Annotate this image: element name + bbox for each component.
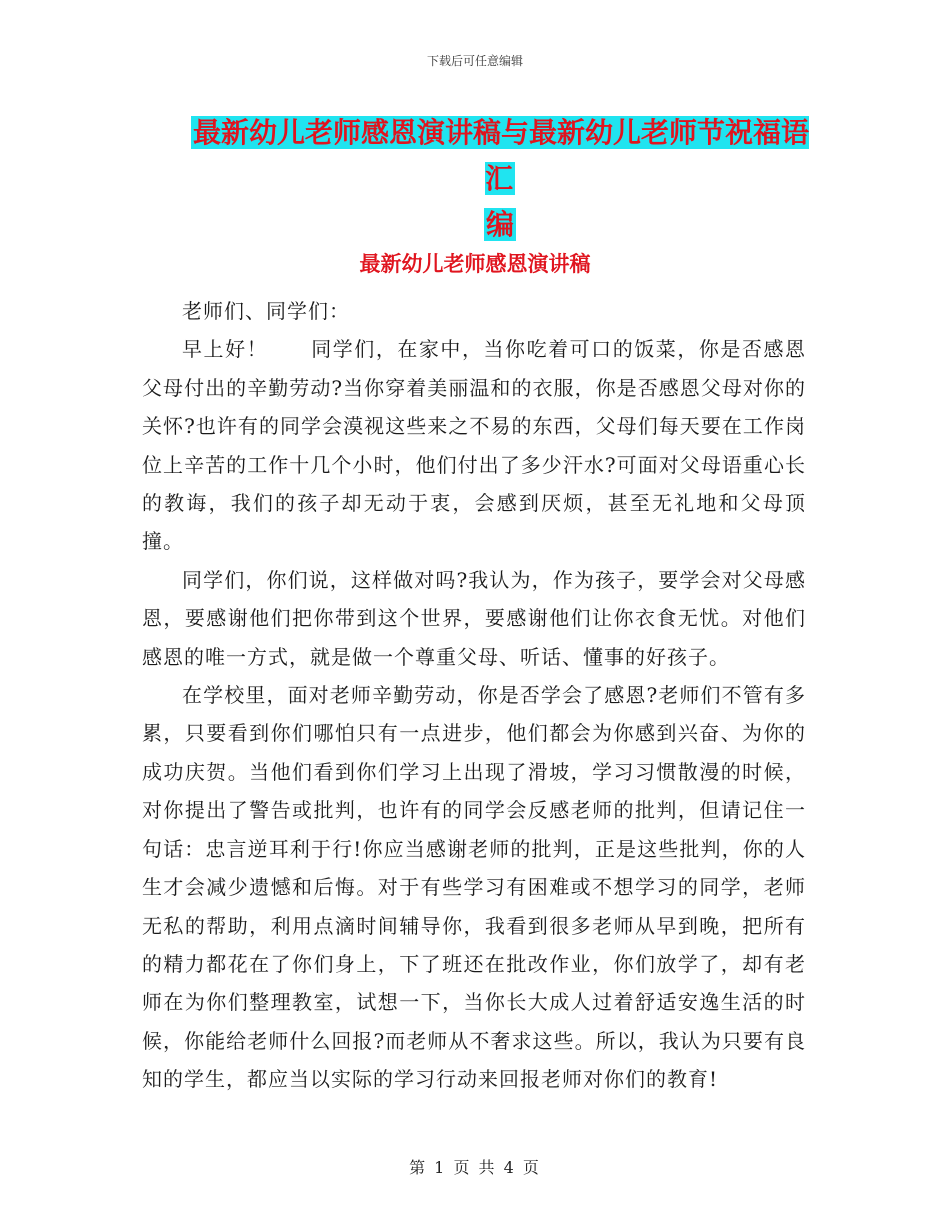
- paragraph: 早上好！ 同学们，在家中，当你吃着可口的饭菜，你是否感恩父母付出的辛勤劳动?当你穿着美丽温和的衣服，你是否感恩父母对你的关怀?也许有的同学会漠视这些来之不易的东西，父母们每天要在工作岗位上辛苦的工作十几个小时，他们付出了多少汗水?可面对父母语重心长的教诲，我们的孩子却无动于衷，会感到厌烦，甚至无礼地和父母顶撞。: [142, 337, 806, 554]
- document-title-line2: 编: [485, 208, 514, 241]
- paragraph-greeting: 老师们、同学们：: [182, 299, 350, 323]
- document-title-line1: 最新幼儿老师感恩演讲稿与最新幼儿老师节祝福语汇: [192, 116, 809, 195]
- document-body: [142, 292, 806, 1099]
- header-note: 下载后可任意编辑: [426, 54, 523, 68]
- page-number-footer: 第 1 页 共 4 页: [409, 1158, 541, 1177]
- section-title: 最新幼儿老师感恩演讲稿: [359, 252, 591, 276]
- paragraph: 同学们，你们说，这样做对吗?我认为，作为孩子，要学会对父母感恩，要感谢他们把你带到这个世界，要感谢他们让你衣食无忧。对他们感恩的唯一方式，就是做一个尊重父母、听话、懂事的好孩子。: [142, 567, 806, 669]
- paragraph: 在学校里，面对老师辛勤劳动，你是否学会了感恩?老师们不管有多累，只要看到你们哪怕只有一点进步，他们都会为你感到兴奋、为你的成功庆贺。当他们看到你们学习上出现了滑坡，学习习惯散漫的时候，对你提出了警告或批判，也许有的同学会反感老师的批判，但请记住一句话：忠言逆耳利于行!你应当感谢老师的批判，正是这些批判，你的人生才会减少遗憾和后悔。对于有些学习有困难或不想学习的同学，老师无私的帮助，利用点滴时间辅导你，我看到很多老师从早到晚，把所有的精力都花在了你们身上，下了班还在批改作业，你们放学了，却有老师在为你们整理教室，试想一下，当你长大成人过着舒适安逸生活的时候，你能给老师什么回报?而老师从不奢求这些。所以，我认为只要有良知的学生，都应当以实际的学习行动来回报老师对你们的教育!: [142, 683, 806, 1092]
- document-title: [190, 110, 810, 248]
